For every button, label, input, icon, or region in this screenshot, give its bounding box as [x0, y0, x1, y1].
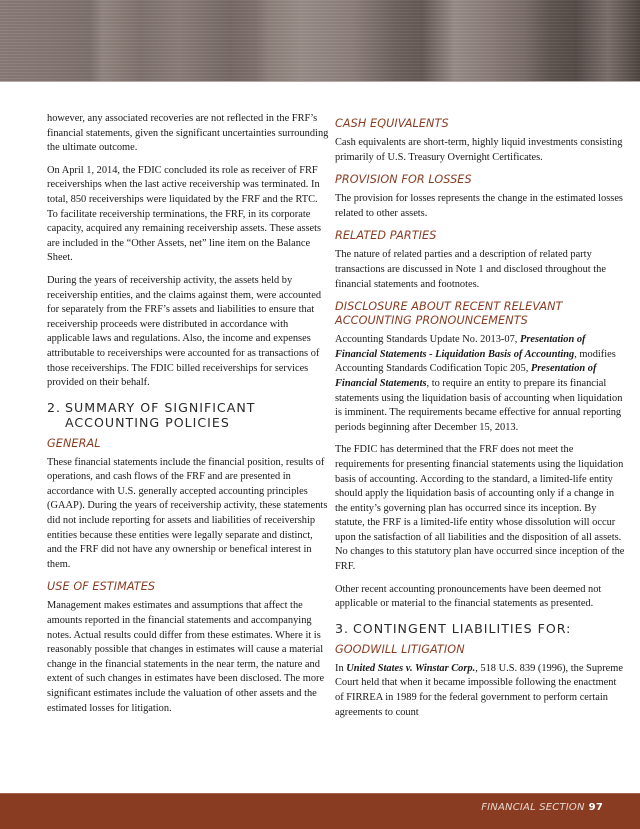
text-run: Accounting Standards Update No. 2013-07, — [335, 334, 520, 346]
subheading-use-of-estimates: USE OF ESTIMATES — [47, 580, 156, 594]
section-title: SUMMARY OF SIGNIFICANT ACCOUNTING POLICIES — [65, 399, 256, 430]
section-heading-3 — [335, 621, 627, 636]
case-name: United States v. Winstar Corp. — [346, 662, 476, 674]
section-label: FINANCIAL SECTION — [481, 802, 585, 813]
publication-title: Presentation of Financial Statements - Liquidation Basis of Accounting — [335, 334, 586, 360]
footer-running-title — [481, 802, 603, 813]
section-heading-2 — [47, 400, 329, 430]
text-run: In — [335, 662, 347, 674]
page-number: 97 — [588, 802, 603, 813]
paragraph-general: These financial statements include the financial position, results of operations, and cash flows of the FRF and are presented in accordance with U.S. generally accepted accounting principles (GAAP). During the years of receivership activity, these statements did not include reporting for assets and liabilities of receivership entities because these entities were legally separate and distinct, and the FRF did not have any ownership or benefical interest in them. — [47, 456, 328, 570]
subheading-cash-equivalents: CASH EQUIVALENTS — [335, 117, 449, 130]
paragraph-goodwill-litigation — [335, 662, 627, 720]
paragraph-related-parties: The nature of related parties and a description of related party transactions are discussed in Note 1 and disclosed throughout the financial statements and footnotes. — [335, 249, 606, 290]
footer-band — [0, 793, 640, 829]
left-column — [47, 112, 329, 724]
section-number: 3. — [335, 620, 350, 636]
subheading-related-parties: RELATED PARTIES — [335, 229, 437, 243]
subheading-provision-for-losses: PROVISION FOR LOSSES — [335, 173, 472, 187]
subheading-disclosure: DISCLOSURE ABOUT RECENT RELEVANT ACCOUNTING PRONOUNCEMENTS — [335, 300, 563, 328]
decorative-header-band — [0, 0, 640, 82]
paragraph-cash-equivalents: Cash equivalents are short-term, highly liquid investments consisting primarily of U.S. Treasury Overnight Certificates. — [335, 137, 623, 163]
paragraph-disclosure-asu — [335, 333, 627, 435]
section-title: CONTINGENT LIABILITIES FOR: — [353, 620, 572, 636]
subheading-general: GENERAL — [47, 436, 101, 450]
text-run: , 518 U.S. 839 (1996), the Supreme Court held that when it became impossible following the enactment of FIRREA in 1989 for the federal government to perform certain agreements to count — [335, 662, 623, 718]
section-number: 2. — [47, 399, 62, 415]
paragraph-receivership-conclusion: On April 1, 2014, the FDIC concluded its role as receiver of FRF receiverships when the last active receivership was terminated. In total, 850 receiverships were liquidated by the FRF and the RTC. To facilitate receivership terminations, the FRF, in its corporate capacity, acquired any remaining receivership assets. These assets are included in the “Other Assets, net” line item on the Balance Sheet. — [47, 164, 322, 264]
paragraph-disclosure-other: Other recent accounting pronouncements have been deemed not applicable or material to the financial statements as presented. — [335, 583, 602, 610]
paragraph-recoveries: however, any associated recoveries are not reflected in the FRF’s financial statements, given the significant uncertainties surrounding the ultimate outcome. — [47, 113, 329, 154]
publication-title: Presentation of Financial Statements — [335, 363, 597, 389]
paragraph-disclosure-determination: The FDIC has determined that the FRF does not meet the requirements for presenting financial statements using the liquidation basis of accounting. According to the standard, a limited-life entity should apply the liquidation basis of accounting only if a change in the entity’s governing plan has occurred since its inception. By statute, the FRF is a limited-life entity whose dissolution will occur upon the satisfaction of all liabilities and the disposition of all assets. No changes to this statutory plan have occurred since inception of the FRF. — [335, 444, 625, 573]
paragraph-provision-for-losses: The provision for losses represents the change in the estimated losses related to other assets. — [335, 193, 623, 219]
text-run: , to require an entity to prepare its financial statements using the liquidation basis of accounting when liquidation is imminent. The requirements became effective for annual reporting periods beginning after December 15, 2013. — [335, 377, 623, 433]
header-rule — [0, 81, 640, 82]
right-column — [335, 113, 627, 728]
paragraph-use-of-estimates: Management makes estimates and assumptions that affect the amounts reported in the financial statements and accompanying notes. Actual results could differ from these estimates. Where it is reasonably possible that changes in estimates will cause a material change in the financial statements in the near term, the nature and extent of such changes in estimates have been disclosed. The more significant estimates include the valuation of other assets and the estimated losses for litigation. — [47, 600, 325, 714]
paragraph-receivership-activity: During the years of receivership activity, the assets held by receivership entities, and the claims against them, were accounted for separately from the FRF’s assets and liabilities to ensure that receivership proceeds were distributed in accordance with applicable laws and regulations. Also, the income and expenses attributable to receiverships were accounted for as transactions of those receiverships. The FDIC billed receiverships for services provided on their behalf. — [47, 274, 322, 389]
subheading-goodwill-litigation: GOODWILL LITIGATION — [335, 642, 465, 656]
text-run: , modifies Accounting Standards Codification Topic 205, — [335, 348, 616, 375]
